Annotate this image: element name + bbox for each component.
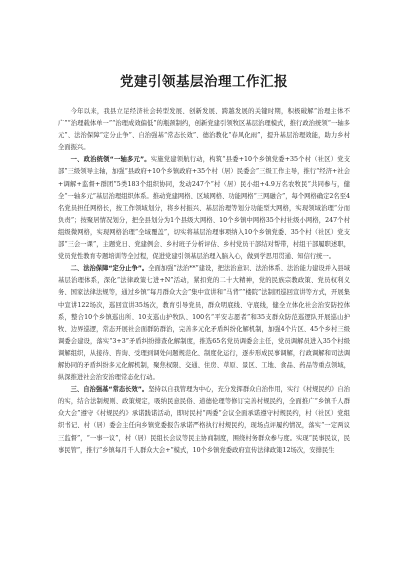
section-3-body: 坚持以自我管理为中心，充分发挥群众自治作用，实行《村规民约》自治的实，结合法制规则、政策规定，吸纳民意民俗、道德伦理等修订完善村规民约，全面推广“乡镇千人群众大会”遵守《村规民约》承诺践诺活动，即时民村“两委”会议全面承诺遵守村规民约，村（社区）党组织书记、村（居）委会主任向乡镇党委报告承诺严格执行村规民约，现场点评履约情况，落实“一定两议三监督”，“一事一议”，村（居）民组长会议等民主协商制度，围绕村务群众参与度。实现“民事民议，民事民管”，推行“乡镇每月千人群众大会+”模式，10个乡镇党委政府宣传法律政策12场次，安排民生 <box>58 386 351 454</box>
section-3-paragraph <box>58 384 350 457</box>
section-2-paragraph <box>58 263 350 384</box>
section-3-heading: 三、自治强基“常态长效”。 <box>70 386 149 394</box>
section-1-paragraph <box>58 154 350 263</box>
section-1-heading: 一、政治统领“一轴多元”。 <box>70 156 151 164</box>
document-title: 党建引领基层治理工作汇报 <box>120 74 288 90</box>
section-2-heading: 二、法治保障“定分止争”。 <box>70 265 149 273</box>
intro-text: 今年以来，我县立足经济社会转型发展、创新发展、跨越发展的关键时期，积极破解“治理主体不广”“治理载体单一”“治理成效偏低”的瓶颈制约，创新党建引领牧区基层治理模式，推行政治统领“一轴多元”、法治保障“定分止争”、自治强基“常态长效”、德治教化“春风化雨”，提升基层治理效能，助力乡村全面振兴。 <box>58 108 350 152</box>
section-1-body: 实施党建领航行动，构筑“县委+10个乡镇党委+35个村（社区）党支部”三级领导主轴，加强“县政府+10个乡镇政府+35个村（居）民委会”三级工作主导，推行“经济+社会+调解+监督+群团”5类183个组织协同，发动247个“村（居）民小组+4.9万名农牧民”共同参与，健全“一轴多元”基层治理组织体系。推动党建网格、区域网格、功能网格“三网融合”，每个网格确定2名至4名党员担任网格长，按工作领域划分，将乡村振兴、基层治理等划分功能型大网格，实现领域治理“分而负责”；按聚居情况划分，把全县划分为1个县级大网格、10个乡镇中网格35个村社级小网格，247个村组级微网格，实现网格治理“全域覆盖”，切实将基层治理事项纳入10个乡镇党委、35个村（社区）党支部“三会一课”，主题党日、党建例会、乡村班子分析评估、乡村党员干部结对帮带，村组干部履职述职，党员党性教育专题培训等全过程，促进党建引领基层治理入脑入心，做到学思用贯通、知信行统一。 <box>58 156 351 261</box>
intro-paragraph <box>58 106 350 154</box>
section-2-body: 全面加强“法治**”建设，把法治意识、法治体系、法治能力建设并入县域基层治理体系，深化“法律政策七进+N”活动，紧扣党的二十大精神，党的民族宗教政策、党员权利义务、国家法律法规等，通过乡镇“每月群众大会”集中宣讲和“马背”“楼院”法制团巡回宣讲等方式，开展集中宣讲122场次，巡回宣讲35场次，教育引导党员，群众明底线、守底线，健全立体化社会治安防控体系，整合10个乡镇巡出所、10支巡山护牧队、100名“平安志愿者”和35支群众防范巡逻队开展巡山护牧、边界巡逻，常态开展社会面群防群治，完善多元化矛盾纠纷化解机制，加强4个片区、45个乡村三级调委会建设，落实“3+3”矛盾纠纷排查化解制度，推选65名党员调委会主任，党员调解员进入35个村级调解组织，从接待、咨询、受理到调处问题规范化、制度化运行，逐步形成民事调解，行政调解和司法调解协同的矛盾纠纷多元化解机制，聚焦权限、交通、住房、草原、景区、工地、食品、药品等重点领域，纵深推进社会治安治理常态化行动。 <box>58 265 350 382</box>
